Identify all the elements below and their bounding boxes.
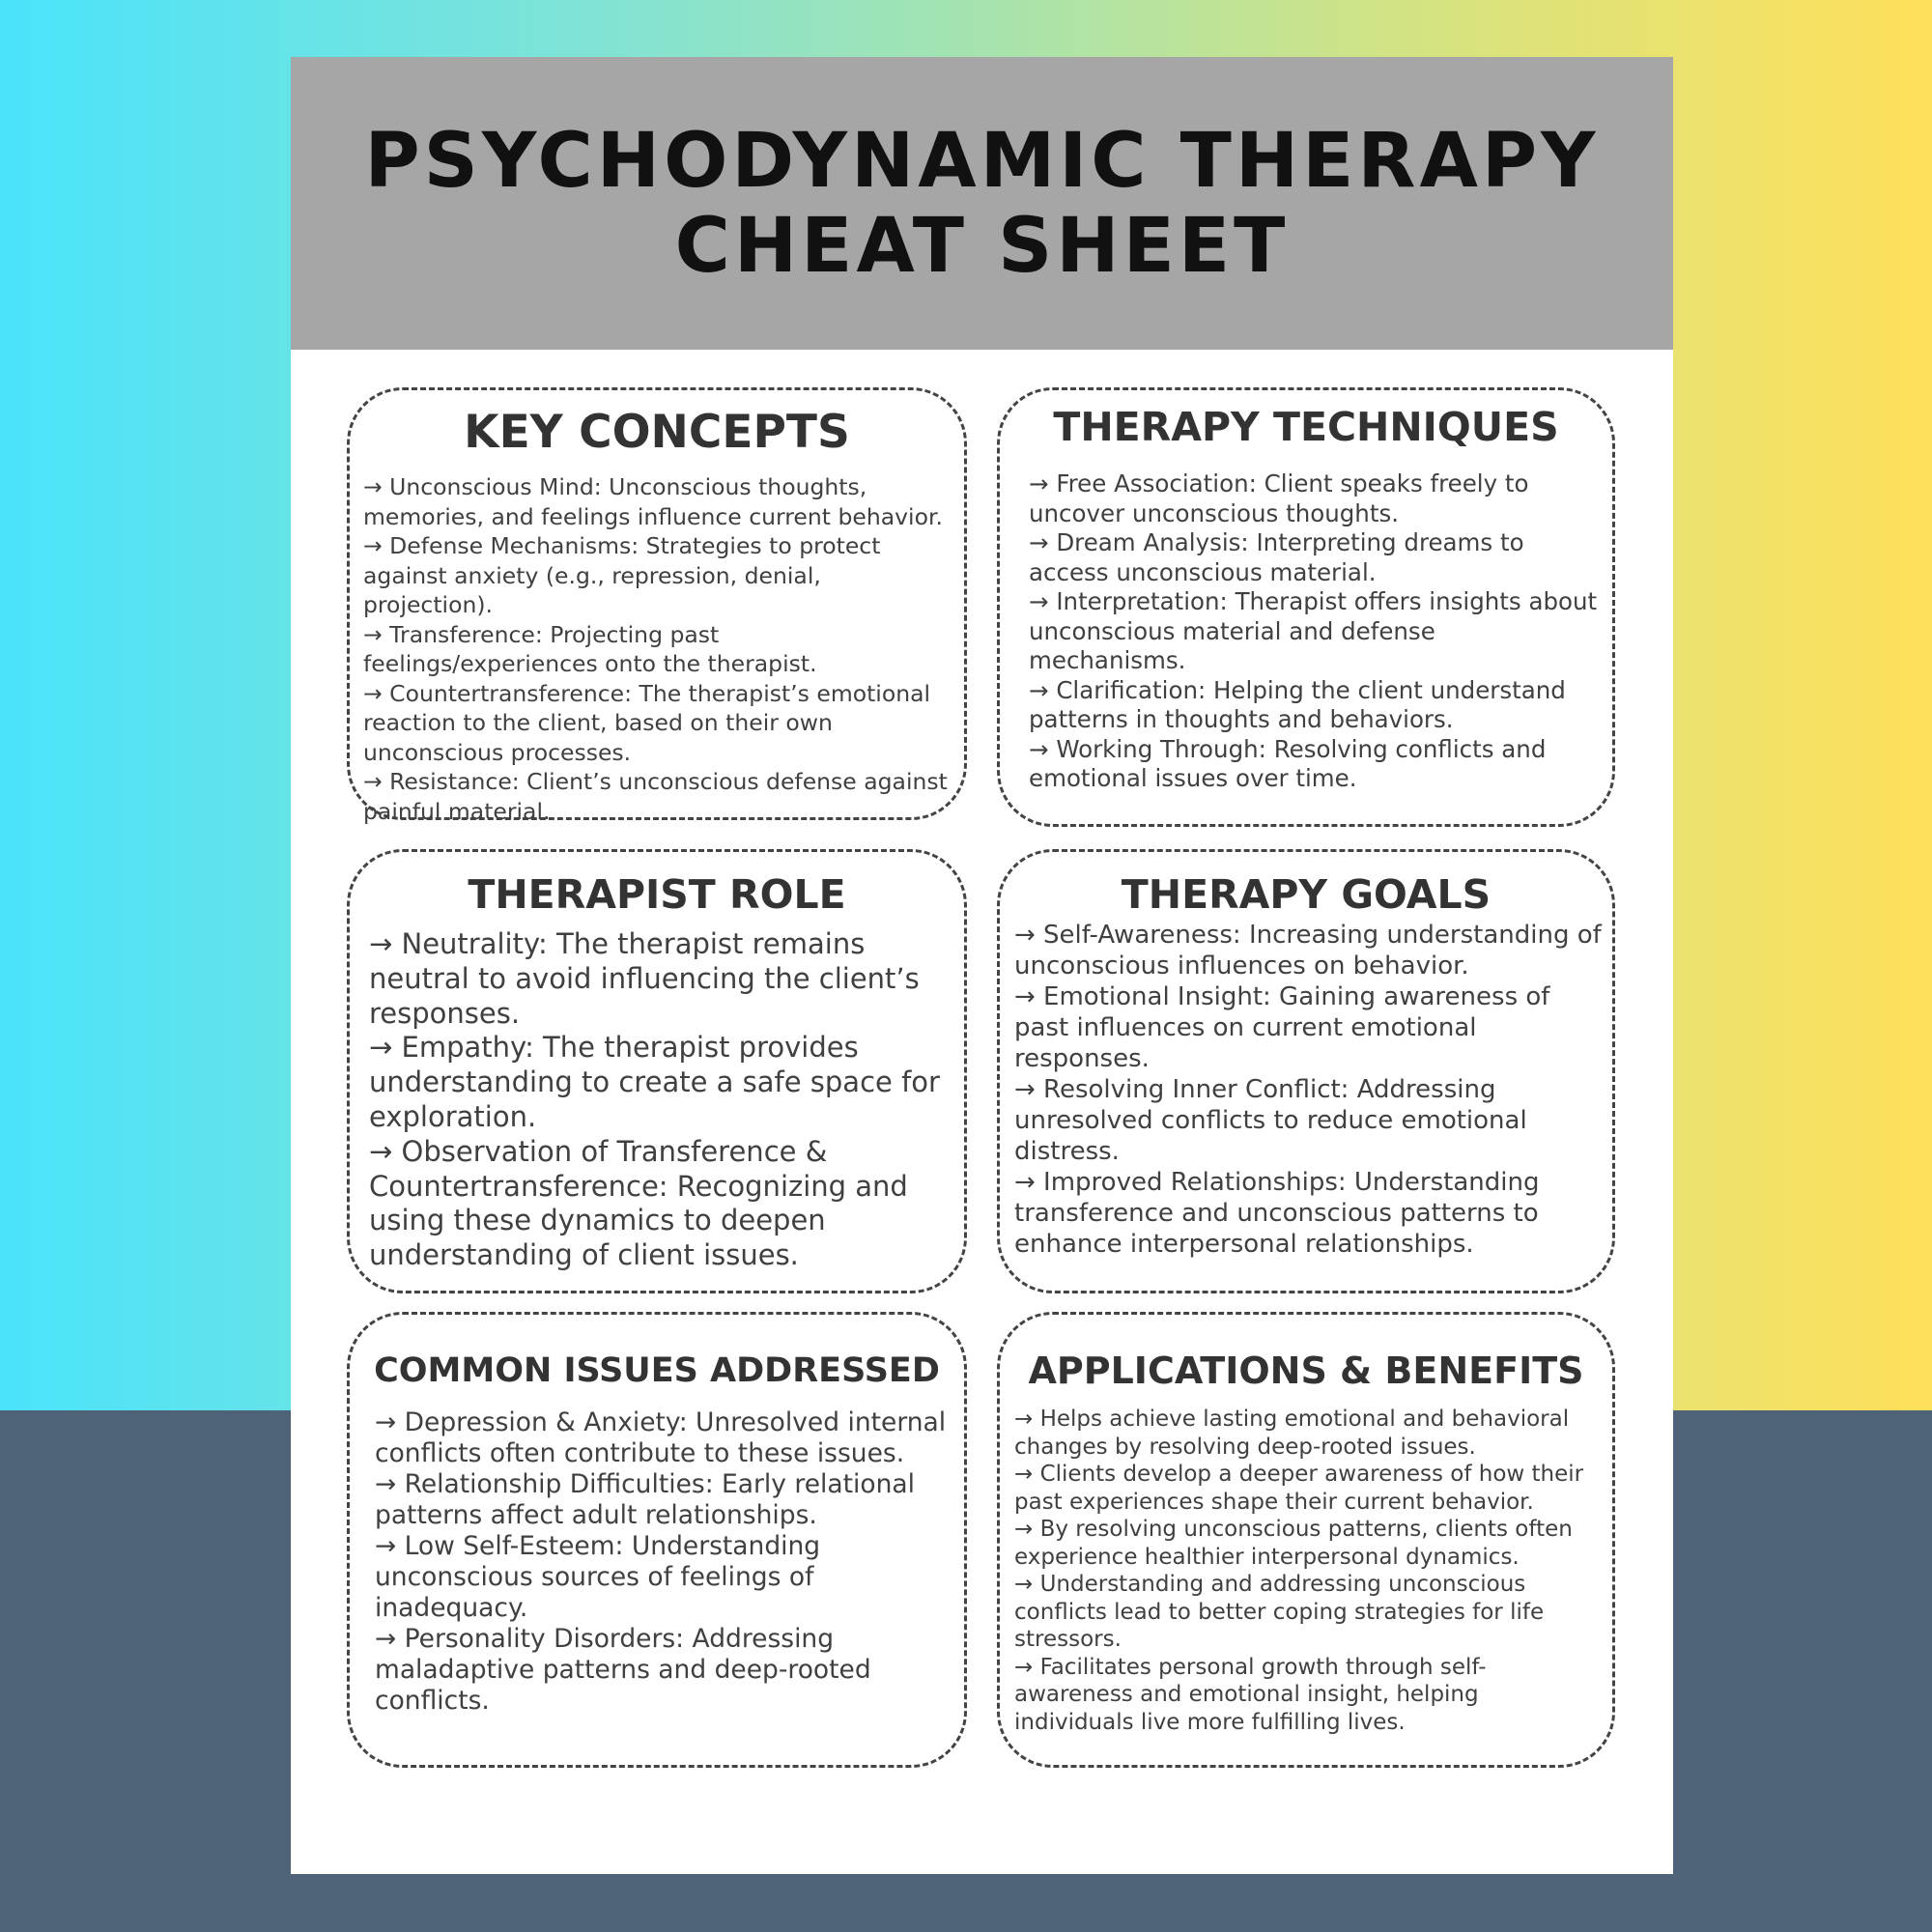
therapy-techniques-item: → Free Association: Client speaks freely to uncover unconscious thoughts.	[1029, 469, 1529, 527]
key-concepts-item: → Defense Mechanisms: Strategies to protect against anxiety (e.g., repression, denial, projection).	[363, 532, 881, 618]
applications-benefits-item: → Facilitates personal growth through self-awareness and emotional insight, helping individuals live more fulfilling lives.	[1014, 1654, 1487, 1735]
therapy-goals-item: → Resolving Inner Conflict: Addressing unresolved conflicts to reduce emotional distress.	[1014, 1075, 1527, 1166]
common-issues-item: → Relationship Difficulties: Early relational patterns affect adult relationships.	[375, 1469, 915, 1530]
common-issues-item: → Personality Disorders: Addressing maladaptive patterns and deep-rooted conflicts.	[375, 1624, 871, 1716]
applications-benefits-body	[1000, 1392, 1612, 1736]
applications-benefits-item: → Helps achieve lasting emotional and behavioral changes by resolving deep-rooted issues.	[1014, 1406, 1570, 1460]
therapy-goals-item: → Self-Awareness: Increasing understanding of unconscious influences on behavior.	[1014, 921, 1602, 980]
title-line-1: PSYCHODYNAMIC THERAPY	[364, 117, 1600, 205]
key-concepts-body	[350, 459, 964, 826]
therapy-goals-item: → Emotional Insight: Gaining awareness of past influences on current emotional responses.	[1014, 982, 1550, 1073]
therapy-goals-body	[1000, 918, 1612, 1260]
key-concepts-heading: KEY CONCEPTS	[464, 406, 850, 459]
header-banner	[291, 57, 1673, 350]
applications-benefits-card	[997, 1312, 1615, 1768]
therapy-techniques-heading: THERAPY TECHNIQUES	[1053, 404, 1559, 450]
common-issues-item: → Depression & Anxiety: Unresolved internal conflicts often contribute to these issues.	[375, 1407, 947, 1468]
key-concepts-item: → Unconscious Mind: Unconscious thoughts, memories, and feelings influence current behavior.	[363, 473, 943, 530]
therapy-goals-heading: THERAPY GOALS	[1121, 871, 1492, 918]
therapy-techniques-item: → Dream Analysis: Interpreting dreams to access unconscious material.	[1029, 528, 1524, 586]
therapy-techniques-item: → Working Through: Resolving conflicts and emotional issues over time.	[1029, 734, 1547, 792]
applications-benefits-item: → Understanding and addressing unconscious conflicts lead to better coping strategies for life stressors.	[1014, 1572, 1545, 1652]
page-title	[365, 119, 1600, 289]
key-concepts-item: → Resistance: Client’s unconscious defense against painful material.	[363, 768, 948, 825]
therapist-role-item: → Neutrality: The therapist remains neutral to avoid influencing the client’s responses.	[369, 927, 920, 1030]
common-issues-card	[347, 1312, 967, 1768]
therapy-techniques-body	[1000, 450, 1612, 794]
therapy-goals-item: → Improved Relationships: Understanding transference and unconscious patterns to enhance interpersonal relationships.	[1014, 1168, 1540, 1259]
therapy-techniques-item: → Interpretation: Therapist offers insights about unconscious material and defense mechanisms.	[1029, 587, 1598, 674]
therapy-goals-card	[997, 849, 1615, 1293]
applications-benefits-item: → Clients develop a deeper awareness of how their past experiences shape their current behavior.	[1014, 1462, 1584, 1515]
key-concepts-item: → Countertransference: The therapist’s emotional reaction to the client, based on their own unconscious processes.	[363, 679, 931, 766]
therapist-role-heading: THERAPIST ROLE	[468, 871, 846, 918]
applications-benefits-heading: APPLICATIONS & BENEFITS	[1028, 1350, 1584, 1392]
cheat-sheet-page	[291, 57, 1673, 1874]
therapist-role-item: → Observation of Transference & Countertransference: Recognizing and using these dynamics to deepen understanding of client issues.	[369, 1134, 908, 1272]
applications-benefits-item: → By resolving unconscious patterns, clients often experience healthier interpersonal dynamics.	[1014, 1517, 1573, 1570]
therapy-techniques-card	[997, 387, 1615, 827]
common-issues-body	[350, 1390, 964, 1717]
key-concepts-item: → Transference: Projecting past feelings/experiences onto the therapist.	[363, 620, 817, 677]
key-concepts-card	[347, 387, 967, 825]
title-line-2: CHEAT SHEET	[674, 202, 1290, 290]
therapist-role-body	[350, 918, 964, 1273]
common-issues-item: → Low Self-Esteem: Understanding unconscious sources of feelings of inadequacy.	[375, 1531, 821, 1623]
therapy-techniques-item: → Clarification: Helping the client understand patterns in thoughts and behaviors.	[1029, 675, 1566, 733]
therapist-role-item: → Empathy: The therapist provides understanding to create a safe space for exploration.	[369, 1031, 940, 1133]
therapist-role-card	[347, 849, 967, 1293]
common-issues-heading: COMMON ISSUES ADDRESSED	[374, 1351, 940, 1390]
